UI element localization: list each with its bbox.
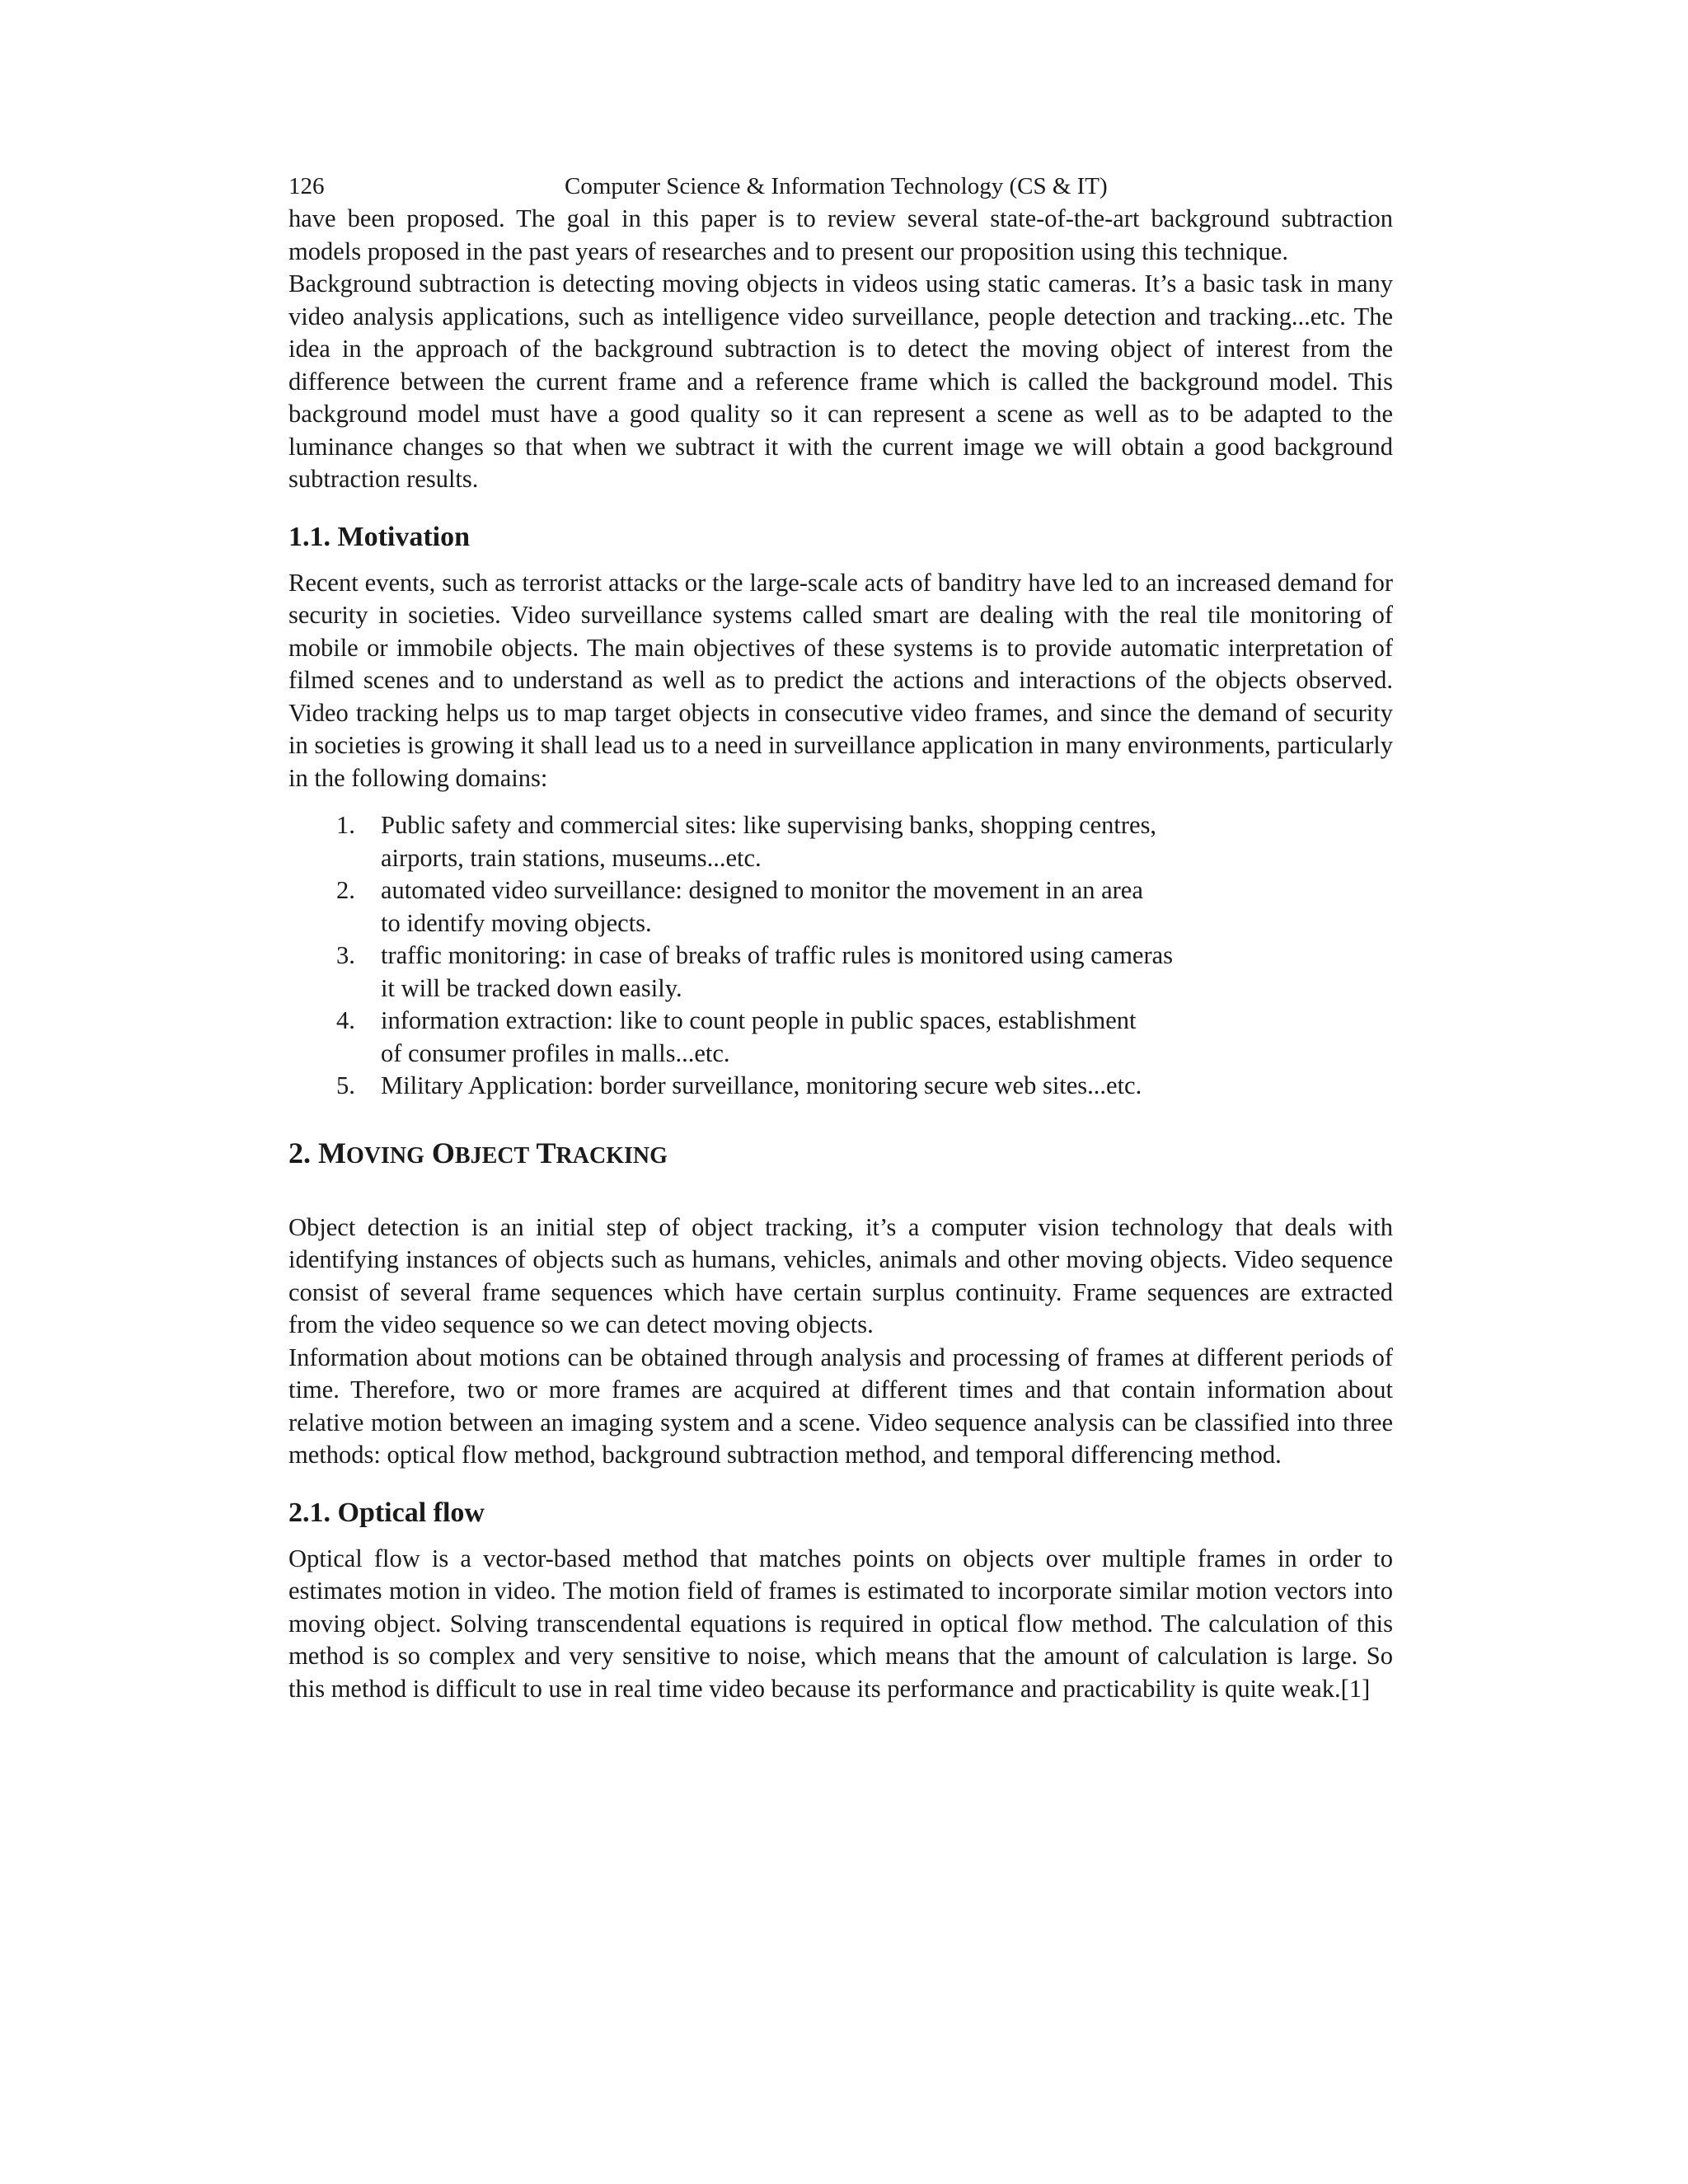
tracking-paragraph-1: Object detection is an initial step of object tracking, it’s a computer vision technology that deals with identifying instances of objects such as humans, vehicles, animals and other moving objects. Video sequence consist of several frame sequences which have certain surplus continuity. Frame sequences are extracted from the video sequence so we can detect moving objects. — [288, 1212, 1393, 1338]
list-item — [288, 940, 1278, 1005]
heading-small-caps: BJECT — [454, 1142, 530, 1169]
list-item-number: 2. — [336, 876, 355, 904]
list-item-text-continued: airports, train stations, museums...etc. — [381, 843, 762, 872]
list-item-text: automated video surveillance: designed to monitor the movement in an area — [381, 876, 1143, 904]
list-item-text-continued: of consumer profiles in malls...etc. — [381, 1038, 730, 1067]
list-item-text: traffic monitoring: in case of breaks of traffic rules is monitored using cameras — [381, 941, 1174, 969]
intro-paragraph-1: have been proposed. The goal in this paper is to review several state-of-the-art background subtraction models proposed in the past years of researches and to present our proposition using this technique. — [288, 204, 1393, 265]
list-item-number: 5. — [336, 1071, 355, 1099]
motivation-heading: 1.1. Motivation — [288, 521, 471, 552]
list-item-number: 3. — [336, 941, 355, 969]
motivation-paragraph: Recent events, such as terrorist attacks or the large-scale acts of banditry have led to an increased demand for security in societies. Video surveillance systems called smart are dealing with the real tile monitoring of mobile or immobile objects. The main objectives of these systems is to provide automatic interpretation of filmed scenes and to understand as well as to predict the actions and interactions of the objects observed. Video tracking helps us to map target objects in consecutive video frames, and since the demand of security in societies is growing it shall lead us to a need in surveillance application in many environments, particularly in the following domains: — [288, 568, 1393, 792]
list-item-text-continued: to identify moving objects. — [381, 908, 652, 937]
list-item — [288, 1005, 1278, 1070]
page-number: 126 — [288, 173, 325, 199]
list-item-text: Military Application: border surveillance, monitoring secure web sites...etc. — [381, 1071, 1142, 1099]
journal-title: Computer Science & Information Technology (CS & IT) — [565, 173, 1108, 199]
list-item-text: Public safety and commercial sites: like supervising banks, shopping centres, — [381, 811, 1157, 839]
tracking-paragraph-2: Information about motions can be obtained through analysis and processing of frames at different periods of time. Therefore, two or more frames are acquired at different times and that contain information about relative motion between an imaging system and a scene. Video sequence analysis can be classified into three methods: optical flow method, background subtraction method, and temporal differencing method. — [288, 1343, 1393, 1469]
list-item — [288, 874, 1278, 940]
running-header — [288, 170, 1393, 203]
list-item — [288, 809, 1278, 874]
list-item-text: information extraction: like to count people in public spaces, establishment — [381, 1006, 1137, 1034]
heading-small-caps: OVING — [345, 1142, 424, 1169]
optical-flow-paragraph: Optical flow is a vector-based method that matches points on objects over multiple frames in order to estimates motion in video. The motion field of frames is estimated to incorporate similar motion vectors into moving object. Solving transcendental equations is required in optical flow method. The calculation of this method is so complex and very sensitive to noise, which means that the amount of calculation is large. So this method is difficult to use in real time video because its performance and practicability is quite weak.[1] — [288, 1544, 1393, 1703]
intro-paragraph-2: Background subtraction is detecting moving objects in videos using static cameras. It’s a basic task in many video analysis applications, such as intelligence video surveillance, people detection and tracking...etc. The idea in the approach of the background subtraction is to detect the moving object of interest from the difference between the current frame and a reference frame which is called the background model. This background model must have a good quality so it can represent a scene as well as to be adapted to the luminance changes so that when we subtract it with the current image we will obtain a good background subtraction results. — [288, 269, 1393, 493]
list-item — [288, 1070, 1278, 1103]
list-item-number: 1. — [336, 811, 355, 839]
optical-flow-heading: 2.1. Optical flow — [288, 1497, 485, 1528]
paper-page — [288, 170, 1393, 1705]
list-item-number: 4. — [336, 1006, 355, 1034]
heading-number: 2. — [288, 1136, 318, 1169]
list-item-text-continued: it will be tracked down easily. — [381, 973, 682, 1002]
heading-initial: O — [431, 1136, 455, 1169]
moving-object-tracking-heading — [288, 1134, 1393, 1175]
heading-initial: T — [536, 1136, 556, 1169]
heading-small-caps: RACKING — [556, 1142, 668, 1169]
heading-initial: M — [318, 1136, 346, 1169]
domains-list — [288, 809, 1278, 1103]
